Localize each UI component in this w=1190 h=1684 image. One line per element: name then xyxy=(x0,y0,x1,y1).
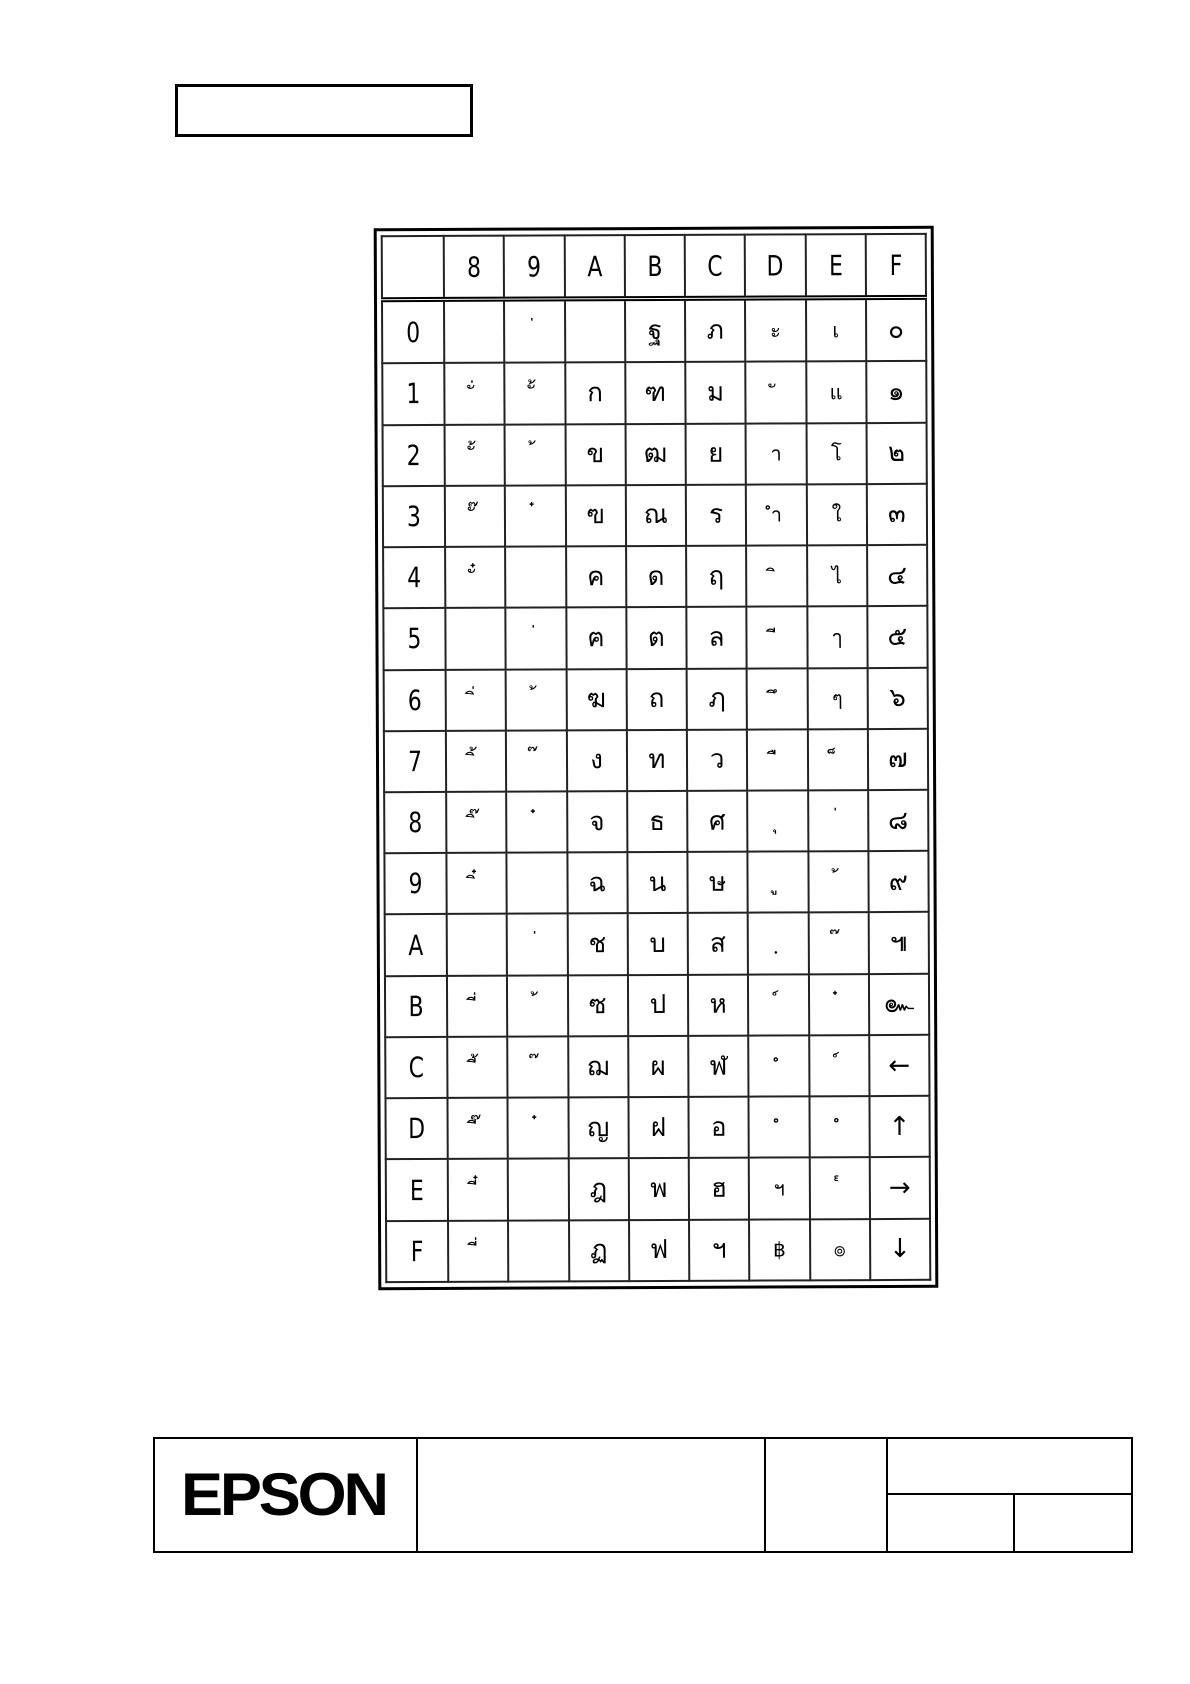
glyph-cell-A8: จ xyxy=(567,791,628,852)
glyph-cell-81: ั่ xyxy=(444,363,505,424)
glyph-cell-EB: ๋ xyxy=(808,974,869,1035)
glyph-cell-CF: ฯ xyxy=(689,1219,750,1281)
column-header-B: B xyxy=(631,235,678,299)
glyph-cell-B1: ฑ xyxy=(625,362,686,423)
glyph-cell-F4: ๔ xyxy=(867,545,928,606)
glyph-cell-91: ั้ xyxy=(505,363,566,424)
column-header-D: D xyxy=(752,234,799,298)
glyph-cell-DB: ์ xyxy=(748,974,809,1035)
glyph-cell-CA: ส xyxy=(688,913,749,974)
glyph-cell-AC: ฌ xyxy=(568,1036,629,1097)
glyph-cell-80 xyxy=(444,299,505,363)
glyph-cell-88: ิ๊ xyxy=(446,792,507,853)
glyph-cell-8B: ี่ xyxy=(447,975,508,1036)
glyph-cell-C0: ภ xyxy=(685,298,746,362)
table-row xyxy=(382,361,926,425)
glyph-cell-FD: ↑ xyxy=(869,1096,930,1157)
table-row xyxy=(385,1035,929,1099)
glyph-cell-8F: ี่ xyxy=(448,1220,509,1282)
glyph-cell-A2: ข xyxy=(565,424,626,485)
glyph-cell-B9: น xyxy=(627,852,688,913)
glyph-cell-C8: ศ xyxy=(687,791,748,852)
code-page-label-box xyxy=(175,84,473,137)
glyph-cell-84: ั๋ xyxy=(445,547,506,608)
glyph-cell-B8: ธ xyxy=(627,791,688,852)
glyph-cell-82: ั้ xyxy=(445,424,506,485)
glyph-cell-A1: ก xyxy=(565,362,626,423)
row-header-C: C xyxy=(392,1037,441,1098)
glyph-cell-9C: ๊ xyxy=(507,1036,568,1097)
glyph-cell-FB: ๛ xyxy=(869,974,930,1035)
row-header-3: 3 xyxy=(390,486,439,547)
glyph-cell-D2: า xyxy=(746,423,807,484)
glyph-cell-83: ั๊ xyxy=(445,485,506,546)
glyph-cell-E2: โ xyxy=(806,423,867,484)
glyph-cell-B7: ท xyxy=(627,730,688,791)
column-header-C: C xyxy=(691,235,738,299)
glyph-cell-FE: → xyxy=(869,1157,930,1218)
footer-sheet-cell xyxy=(888,1439,1131,1551)
character-table-grid xyxy=(381,233,932,1283)
glyph-cell-9B: ้ xyxy=(507,975,568,1036)
row-header-4: 4 xyxy=(390,547,439,608)
column-header-8: 8 xyxy=(450,236,497,300)
row-header-9: 9 xyxy=(391,853,440,914)
glyph-cell-AF: ฏ xyxy=(569,1220,630,1282)
glyph-cell-95: ่ xyxy=(506,608,567,669)
glyph-cell-D3: ำ xyxy=(746,484,807,545)
column-header-A: A xyxy=(571,235,618,299)
row-header-7: 7 xyxy=(391,731,440,792)
glyph-cell-F1: ๑ xyxy=(866,361,927,422)
glyph-cell-AD: ญ xyxy=(568,1097,629,1158)
glyph-cell-FF: ↓ xyxy=(870,1218,931,1280)
row-header-6: 6 xyxy=(390,669,439,730)
row-header-A: A xyxy=(392,914,441,975)
glyph-cell-EF: ๏ xyxy=(810,1219,871,1281)
glyph-cell-CD: อ xyxy=(688,1097,749,1158)
row-header-5: 5 xyxy=(390,608,439,669)
row-header-2: 2 xyxy=(389,425,438,486)
column-header-F: F xyxy=(872,234,919,298)
glyph-cell-9A: ่ xyxy=(507,914,568,975)
glyph-cell-E3: ใ xyxy=(806,484,867,545)
table-row xyxy=(386,1157,930,1221)
table-row xyxy=(383,422,927,486)
glyph-cell-BC: ผ xyxy=(628,1036,689,1097)
glyph-cell-C7: ว xyxy=(687,729,748,790)
glyph-cell-E9: ้ xyxy=(808,851,869,912)
glyph-cell-A0 xyxy=(564,299,625,363)
glyph-cell-A6: ฆ xyxy=(566,669,627,730)
glyph-cell-A5: ฅ xyxy=(566,607,627,668)
glyph-cell-E4: ไ xyxy=(807,545,868,606)
glyph-cell-E6: ๆ xyxy=(807,668,868,729)
glyph-cell-D7: ื xyxy=(747,729,808,790)
table-row xyxy=(384,667,928,731)
glyph-cell-A4: ค xyxy=(566,546,627,607)
glyph-cell-8D: ี๊ xyxy=(447,1098,508,1159)
footer-divider-horizontal xyxy=(888,1493,1131,1495)
glyph-cell-F0: ๐ xyxy=(866,297,927,361)
glyph-cell-C5: ล xyxy=(686,607,747,668)
glyph-cell-BB: ป xyxy=(628,975,689,1036)
glyph-cell-BD: ฝ xyxy=(628,1097,689,1158)
table-row xyxy=(382,297,926,363)
glyph-cell-8E: ี๋ xyxy=(448,1159,509,1220)
row-header-8: 8 xyxy=(391,792,440,853)
glyph-cell-F6: ๖ xyxy=(867,667,928,728)
glyph-cell-90: ่ xyxy=(504,299,565,363)
glyph-cell-AA: ช xyxy=(567,914,628,975)
footer-title-block xyxy=(153,1437,1133,1553)
table-row xyxy=(384,790,928,854)
glyph-cell-87: ิ้ xyxy=(446,730,507,791)
glyph-cell-A9: ฉ xyxy=(567,852,628,913)
glyph-cell-8C: ี้ xyxy=(447,1037,508,1098)
table-row xyxy=(384,851,928,915)
character-code-table xyxy=(374,226,939,1290)
table-row xyxy=(383,545,927,609)
glyph-cell-DA: ฺ xyxy=(748,913,809,974)
table-row xyxy=(383,606,927,670)
glyph-cell-86: ิ่ xyxy=(446,669,507,730)
row-header-0: 0 xyxy=(389,299,438,363)
glyph-cell-B2: ฒ xyxy=(625,423,686,484)
glyph-cell-C6: ฦ xyxy=(687,668,748,729)
footer-logo-cell xyxy=(155,1439,418,1551)
glyph-cell-9F xyxy=(508,1220,569,1282)
glyph-cell-D6: ึ xyxy=(747,668,808,729)
glyph-cell-B0: ฐ xyxy=(625,298,686,362)
column-header-E: E xyxy=(812,234,859,298)
glyph-cell-B4: ด xyxy=(626,546,687,607)
glyph-cell-DC: ํ xyxy=(748,1035,809,1096)
glyph-cell-E1: แ xyxy=(806,361,867,422)
glyph-cell-85 xyxy=(445,608,506,669)
glyph-cell-D0: ะ xyxy=(745,298,806,362)
glyph-cell-93: ๋ xyxy=(505,485,566,546)
glyph-cell-98: ๋ xyxy=(506,791,567,852)
glyph-cell-C2: ย xyxy=(686,423,747,484)
table-row xyxy=(385,1096,929,1160)
glyph-cell-EA: ๊ xyxy=(808,913,869,974)
table-row xyxy=(385,912,929,976)
glyph-cell-B6: ถ xyxy=(626,668,687,729)
glyph-cell-D8: ุ xyxy=(747,790,808,851)
glyph-cell-FA: ๚ xyxy=(868,912,929,973)
glyph-cell-B3: ณ xyxy=(626,485,687,546)
glyph-cell-C4: ฤ xyxy=(686,546,747,607)
table-row xyxy=(385,974,929,1038)
glyph-cell-DD: ํ xyxy=(749,1097,810,1158)
row-header-D: D xyxy=(392,1098,441,1159)
glyph-cell-DF: ฿ xyxy=(749,1219,810,1281)
table-row xyxy=(386,1218,930,1282)
epson-logo: EPSON xyxy=(181,1461,386,1528)
table-row xyxy=(383,484,927,548)
glyph-cell-99 xyxy=(507,853,568,914)
glyph-cell-D1: ั xyxy=(746,362,807,423)
glyph-cell-CB: ห xyxy=(688,974,749,1035)
column-header-9: 9 xyxy=(511,235,558,299)
glyph-cell-8A xyxy=(447,914,508,975)
glyph-cell-E8: ่ xyxy=(808,790,869,851)
glyph-cell-AB: ซ xyxy=(567,975,628,1036)
glyph-cell-94 xyxy=(505,546,566,607)
row-header-F: F xyxy=(393,1221,442,1283)
glyph-cell-B5: ต xyxy=(626,607,687,668)
glyph-cell-E7: ็ xyxy=(807,729,868,790)
row-header-E: E xyxy=(393,1159,442,1220)
glyph-cell-F8: ๘ xyxy=(868,790,929,851)
glyph-cell-A3: ฃ xyxy=(565,485,626,546)
row-header-1: 1 xyxy=(389,363,438,424)
row-header-B: B xyxy=(392,976,441,1037)
footer-title-cell xyxy=(418,1439,766,1551)
glyph-cell-AE: ฎ xyxy=(568,1159,629,1220)
glyph-cell-DE: ฯ xyxy=(749,1158,810,1219)
glyph-cell-C3: ร xyxy=(686,484,747,545)
glyph-cell-97: ๊ xyxy=(506,730,567,791)
glyph-cell-F3: ๓ xyxy=(867,484,928,545)
glyph-cell-D5: ี xyxy=(747,607,808,668)
glyph-cell-FC: ← xyxy=(869,1035,930,1096)
glyph-cell-E0: เ xyxy=(805,298,866,362)
glyph-cell-C9: ษ xyxy=(687,852,748,913)
glyph-cell-EC: ์ xyxy=(809,1035,870,1096)
glyph-cell-9E xyxy=(508,1159,569,1220)
glyph-cell-F5: ๕ xyxy=(867,606,928,667)
glyph-cell-F7: ๗ xyxy=(868,729,929,790)
glyph-cell-89: ิ๋ xyxy=(446,853,507,914)
glyph-cell-BA: บ xyxy=(627,913,688,974)
glyph-cell-A7: ง xyxy=(566,730,627,791)
glyph-cell-EE: ๎ xyxy=(809,1157,870,1218)
table-corner-cell xyxy=(382,236,444,300)
glyph-cell-ED: ํ xyxy=(809,1096,870,1157)
footer-rev-cell xyxy=(766,1439,888,1551)
glyph-cell-C1: ม xyxy=(685,362,746,423)
column-header-row xyxy=(382,234,926,300)
glyph-cell-CC: ฬ xyxy=(688,1036,749,1097)
glyph-cell-F2: ๒ xyxy=(866,422,927,483)
table-row xyxy=(384,729,928,793)
glyph-cell-D4: ิ xyxy=(746,545,807,606)
glyph-cell-E5: ๅ xyxy=(807,606,868,667)
glyph-cell-92: ้ xyxy=(505,424,566,485)
glyph-cell-F9: ๙ xyxy=(868,851,929,912)
footer-divider-vertical xyxy=(1013,1493,1015,1551)
glyph-cell-CE: ฮ xyxy=(689,1158,750,1219)
glyph-cell-96: ้ xyxy=(506,669,567,730)
glyph-cell-BE: พ xyxy=(628,1158,689,1219)
glyph-cell-9D: ๋ xyxy=(508,1098,569,1159)
glyph-cell-BF: ฟ xyxy=(629,1220,690,1282)
glyph-cell-D9: ู xyxy=(748,852,809,913)
